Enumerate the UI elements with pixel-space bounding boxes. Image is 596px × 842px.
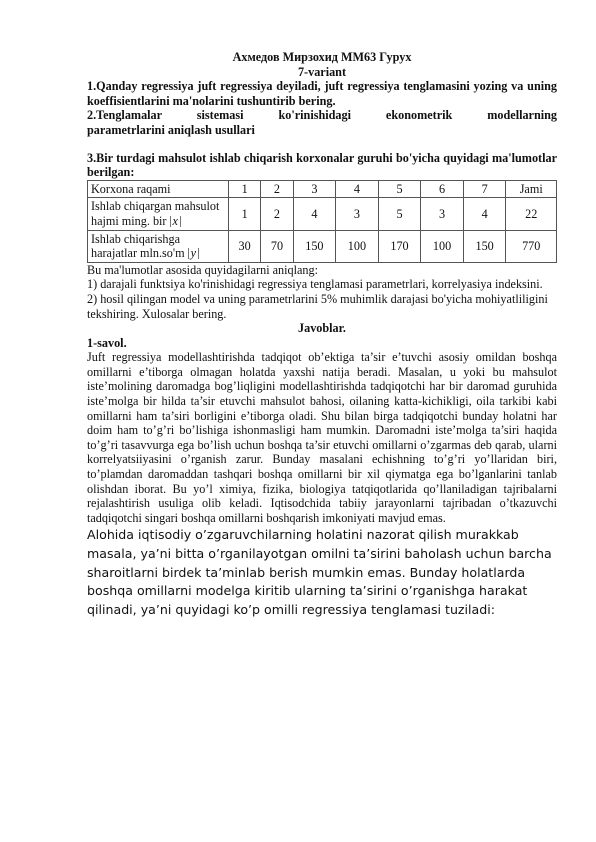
table-header-cell: 3: [293, 180, 336, 198]
question-2-line-2: parametrlarini aniqlash usullari: [87, 122, 255, 137]
table-cell: 4: [293, 198, 336, 230]
task-1: 1) darajali funktsiya ko'rinishidagi regressiya tenglamasi parametrlari, korrelyasiya indeksini.: [87, 277, 543, 292]
task-2: 2) hosil qilingan model va uning parametrlarini 5% muhimlik darajasi bo'yicha mohiyatliligini tekshiring. Xulosalar bering.: [87, 291, 548, 321]
table-cell: 3: [336, 198, 379, 230]
table-header-cell: 2: [261, 180, 293, 198]
question-1: 1.Qanday regressiya juft regressiya deyiladi, juft regressiya tenglamasini yozing va uning koeffisientlarini ma'nolarini tushuntirib bering.: [87, 79, 557, 108]
spacer: [87, 138, 557, 151]
row-label-text: Ishlab chiqargan mahsulot hajmi ming. bir: [91, 199, 220, 228]
table-cell-total: 22: [506, 198, 557, 230]
table-row-output: [88, 198, 557, 230]
variable-y: y: [188, 248, 199, 259]
data-table: [87, 180, 557, 263]
answer-1-heading: 1-savol.: [87, 335, 127, 350]
answers-title: Javoblar.: [298, 321, 346, 336]
table-header-cell: 4: [336, 180, 379, 198]
variable-x: x: [170, 216, 181, 227]
author-line: Ахмедов Мирзохид ММ63 Гурух: [232, 50, 412, 64]
table-cell: 70: [261, 230, 293, 262]
table-cell: 150: [463, 230, 506, 262]
table-header-cell: Jami: [506, 180, 557, 198]
table-cell: 1: [229, 198, 261, 230]
question-2-line-1: 2.Tenglamalar sistemasi ko'rinishidagi ekonometrik modellarning: [87, 108, 557, 123]
question-3: 3.Bir turdagi mahsulot ishlab chiqarish korxonalar guruhi bo'yicha quyidagi ma'lumotlar berilgan:: [87, 150, 557, 180]
table-cell: 30: [229, 230, 261, 262]
answer-paragraph-2: Alohida iqtisodiy o’zgaruvchilarning holatini nazorat qilish murakkab masala, ya’ni bitta o’rganilayotgan omilni ta’sirini baholash uchun barcha sharoitlarni birdek ta’minlab berish mumkin emas. Bunday holatlarda boshqa omillarni modelga kiritib ularning ta’sirini o’rganishga harakat qilinadi, ya’ni quyidagi ko’p omilli regressiya tenglamasi tuziladi:: [87, 527, 552, 617]
table-cell: 4: [463, 198, 506, 230]
table-header-cell: 6: [421, 180, 464, 198]
table-header-cell: 1: [229, 180, 261, 198]
answer-paragraph-1: Juft regressiya modellashtirishda tadqiqot ob’ektiga ta’sir e’tuvchi asosiy omildan boshqa omillarni e’tiborga olmagan holatda yaxshi natija beradi. Masalan, u yoki bu mahsulot iste’molining daromadga bog’liqligini modellashtirishda tadqiqotchi har bir daromad guruhida iste’molga bir hilda ta’sir etuvchi mahsulot bahosi, oilaning katta-kichikligi, oila tarkibi kabi omillarni ham ta’siri borligini e’tiborga oladi. Shu bilan birga tadqiqotchi bunday holatni har doim ham to’g’ri bo’lishiga ishonmasligi ham mumkin. Daromadni iste’molga ta’siri haqida to’g’ri tasavvurga ega bo’lish uchun boshqa ta’sir etuvchi omillarni o’zgarmas deb qarab, ularni korrelyatsiiyasini o’rganish zarur. Bunday masalani echishning to’g’ri yo’llaridan biri, to’plamdan daromaddan tashqari boshqa omillarni bir xil qiymatga ega bo’lganlarini tanlab olishdan iborat. Bu yo’l ximiya, fizika, biologiya tatqiqotlarida qo’llaniladigan tajribalarni rejalashtirish usuliga olib keladi. Iqtisodchida tabiiy jarayonlarni tajribadan o’tkazuvchi tadqiqotchi singari boshqa omillarni boshqarish imkoniyati mavjud emas.: [87, 350, 557, 525]
table-cell: 3: [421, 198, 464, 230]
table-header-row: [88, 180, 557, 198]
table-cell-total: 770: [506, 230, 557, 262]
table-cell: 5: [378, 198, 421, 230]
table-cell: 2: [261, 198, 293, 230]
row-label: [88, 198, 229, 230]
table-header-cell: 7: [463, 180, 506, 198]
table-header-cell: 5: [378, 180, 421, 198]
table-cell: 100: [336, 230, 379, 262]
table-header-label: Korxona raqami: [88, 180, 229, 198]
tasks-intro: Bu ma'lumotlar asosida quyidagilarni aniqlang:: [87, 262, 319, 277]
table-cell: 170: [378, 230, 421, 262]
variant-line: 7-variant: [297, 64, 347, 79]
table-cell: 150: [293, 230, 336, 262]
row-label-text: Ishlab chiqarishga harajatlar mln.so'm: [91, 231, 185, 261]
document-page: [87, 50, 557, 619]
table-row-costs: [88, 230, 557, 262]
row-label: [88, 230, 229, 262]
table-cell: 100: [421, 230, 464, 262]
